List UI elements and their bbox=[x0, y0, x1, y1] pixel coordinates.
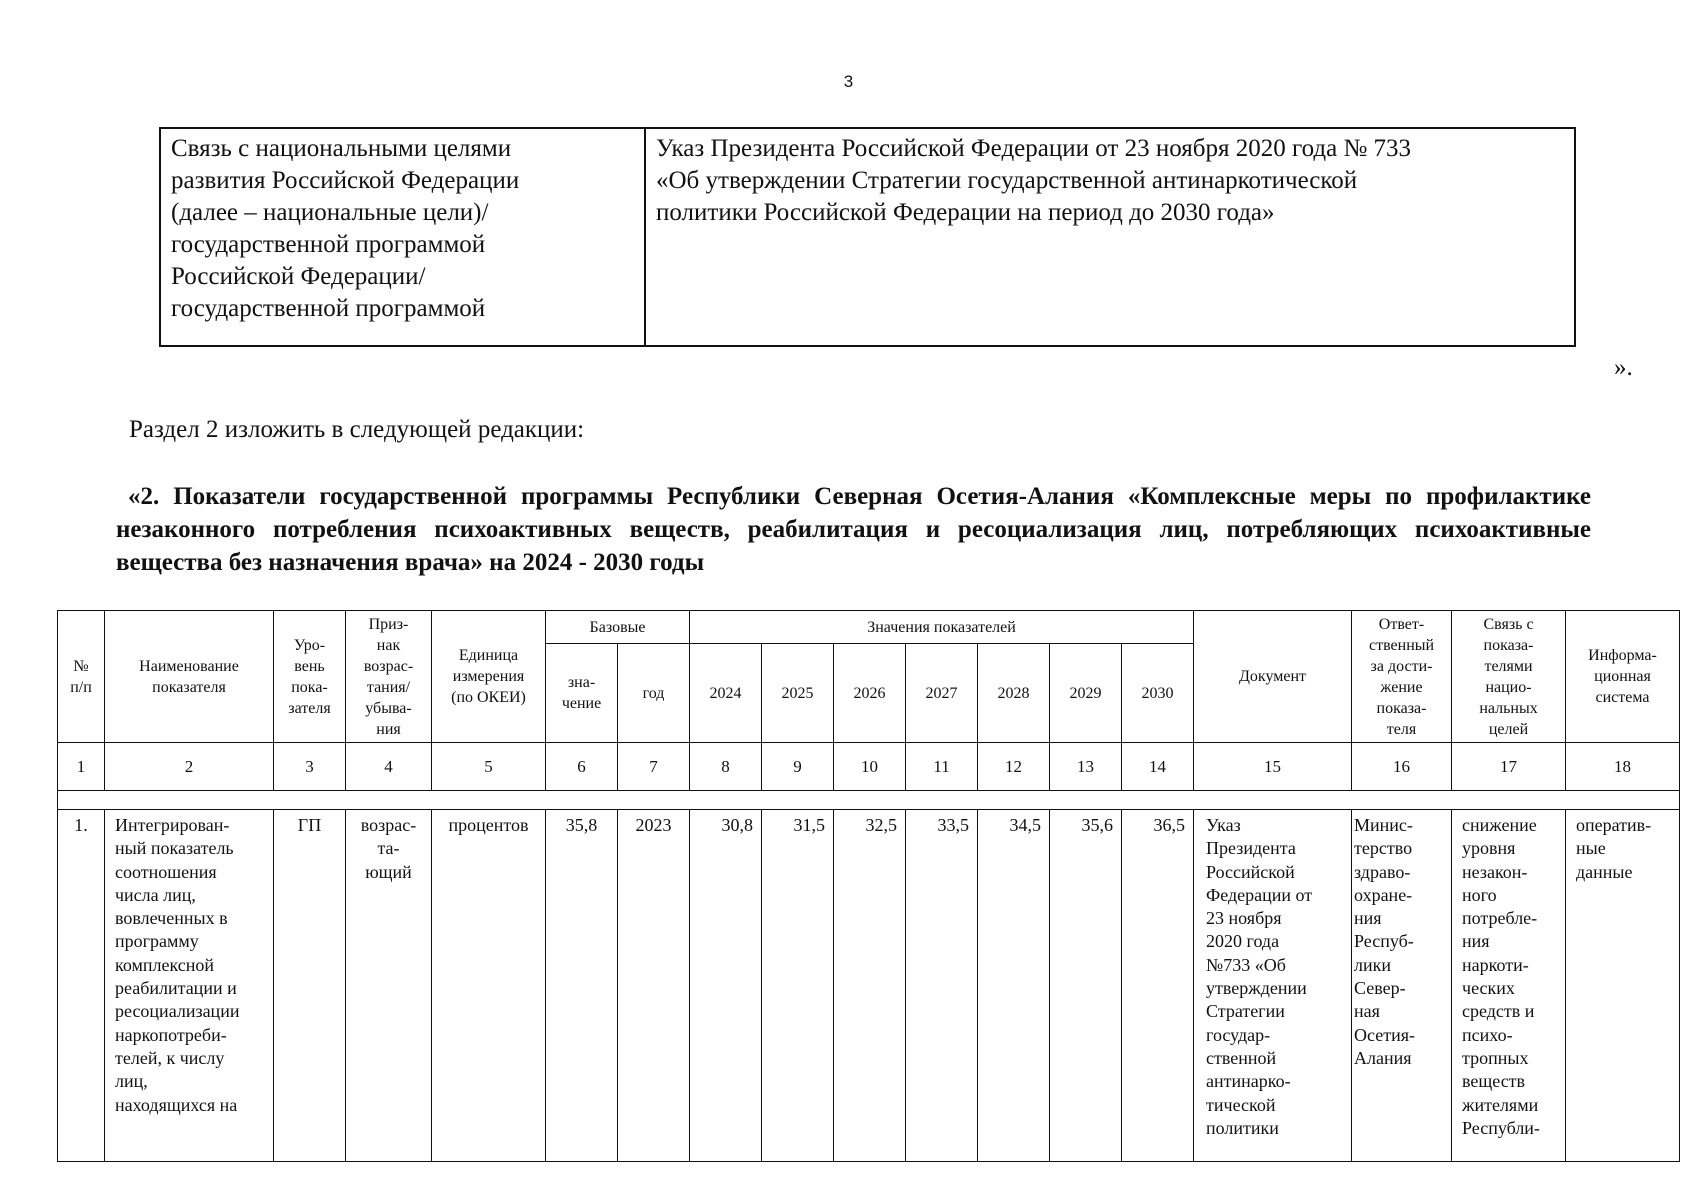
column-number: 11 bbox=[906, 743, 978, 791]
column-number: 10 bbox=[834, 743, 906, 791]
header-trend: Приз- нак возрас- тания/ убыва- ния bbox=[346, 611, 432, 743]
header-year-2024: 2024 bbox=[690, 644, 762, 743]
header-row-1 bbox=[58, 611, 1680, 644]
header-unit: Единица измерения (по ОКЕИ) bbox=[432, 611, 546, 743]
column-number: 6 bbox=[546, 743, 618, 791]
column-number: 14 bbox=[1122, 743, 1194, 791]
column-number: 4 bbox=[346, 743, 432, 791]
column-number: 8 bbox=[690, 743, 762, 791]
link-table-label: Связь с национальными целями развития Российской Федерации (далее – национальные цели)/ государственной программой Российской Федерации/ государственной программой bbox=[161, 129, 646, 345]
column-number: 9 bbox=[762, 743, 834, 791]
column-numbers-row bbox=[58, 743, 1680, 791]
header-responsible: Ответ- ственный за дости- жение показа- теля bbox=[1352, 611, 1452, 743]
header-level: Уро- вень пока- зателя bbox=[274, 611, 346, 743]
header-info-system: Информа- ционная система bbox=[1566, 611, 1680, 743]
header-document: Документ bbox=[1194, 611, 1352, 743]
header-link: Связь с показа- телями нацио- нальных целей bbox=[1452, 611, 1566, 743]
column-number: 13 bbox=[1050, 743, 1122, 791]
row-value-2030: 36,5 bbox=[1122, 810, 1194, 1162]
row-responsible: Минис- терство здраво- охране- ния Респуб- лики Север- ная Осетия- Алания bbox=[1352, 810, 1452, 1162]
empty-spacer-row bbox=[58, 791, 1680, 810]
national-goals-link-table bbox=[159, 127, 1576, 347]
row-info-system: оператив- ные данные bbox=[1566, 810, 1680, 1162]
column-number: 1 bbox=[58, 743, 105, 791]
column-number: 16 bbox=[1352, 743, 1452, 791]
row-value-2029: 35,6 bbox=[1050, 810, 1122, 1162]
column-number: 2 bbox=[105, 743, 274, 791]
row-value-2026: 32,5 bbox=[834, 810, 906, 1162]
row-link: снижение уровня незакон- ного потребле- ния наркоти- ческих средств и психо- тропных веществ жителями Республи- bbox=[1452, 810, 1566, 1162]
header-year-2027: 2027 bbox=[906, 644, 978, 743]
header-year-2029: 2029 bbox=[1050, 644, 1122, 743]
column-number: 18 bbox=[1566, 743, 1680, 791]
row-value-2027: 33,5 bbox=[906, 810, 978, 1162]
row-level: ГП bbox=[274, 810, 346, 1162]
column-number: 7 bbox=[618, 743, 690, 791]
row-base-value: 35,8 bbox=[546, 810, 618, 1162]
column-number: 3 bbox=[274, 743, 346, 791]
indicators-table bbox=[57, 610, 1680, 1162]
column-number: 17 bbox=[1452, 743, 1566, 791]
header-values-group: Значения показателей bbox=[690, 611, 1194, 644]
header-base-group: Базовые bbox=[546, 611, 690, 644]
row-value-2028: 34,5 bbox=[978, 810, 1050, 1162]
row-value-2024: 30,8 bbox=[690, 810, 762, 1162]
closing-quote-mark: ». bbox=[1614, 354, 1633, 381]
table-row bbox=[58, 810, 1680, 1162]
header-year-2025: 2025 bbox=[762, 644, 834, 743]
row-unit: процентов bbox=[432, 810, 546, 1162]
header-base-year: год bbox=[618, 644, 690, 743]
spacer-cell bbox=[58, 791, 1680, 810]
row-name: Интегрирован- ный показатель соотношения числа лиц, вовлеченных в программу комплексной реабилитации и ресоциализации наркопотреби- телей, к числу лиц, находящихся на bbox=[105, 810, 274, 1162]
row-num: 1. bbox=[58, 810, 105, 1162]
header-name: Наименование показателя bbox=[105, 611, 274, 743]
header-base-value: зна- чение bbox=[546, 644, 618, 743]
row-value-2025: 31,5 bbox=[762, 810, 834, 1162]
column-number: 12 bbox=[978, 743, 1050, 791]
link-table-value: Указ Президента Российской Федерации от 23 ноября 2020 года № 733 «Об утверждении Стратегии государственной антинаркотической политики Российской Федерации на период до 2030 года» bbox=[656, 135, 1412, 226]
header-year-2028: 2028 bbox=[978, 644, 1050, 743]
intro-text: Раздел 2 изложить в следующей редакции: bbox=[129, 416, 585, 443]
row-base-year: 2023 bbox=[618, 810, 690, 1162]
row-document: Указ Президента Российской Федерации от 23 ноября 2020 года №733 «Об утверждении Стратегии государ- ственной антинарко- тической политики bbox=[1194, 810, 1352, 1162]
header-year-2030: 2030 bbox=[1122, 644, 1194, 743]
row-trend: возрас- та- ющий bbox=[346, 810, 432, 1162]
header-num: № п/п bbox=[58, 611, 105, 743]
column-number: 5 bbox=[432, 743, 546, 791]
header-year-2026: 2026 bbox=[834, 644, 906, 743]
page-number: 3 bbox=[843, 72, 854, 91]
column-number: 15 bbox=[1194, 743, 1352, 791]
section-heading: «2. Показатели государственной программы Республики Северная Осетия-Алания «Комплексные меры по профилактике незаконного потребления психоактивных веществ, реабилитация и ресоциализация лиц, потребляющих психоактивные вещества без назначения врача» на 2024 - 2030 годы bbox=[116, 483, 1591, 576]
